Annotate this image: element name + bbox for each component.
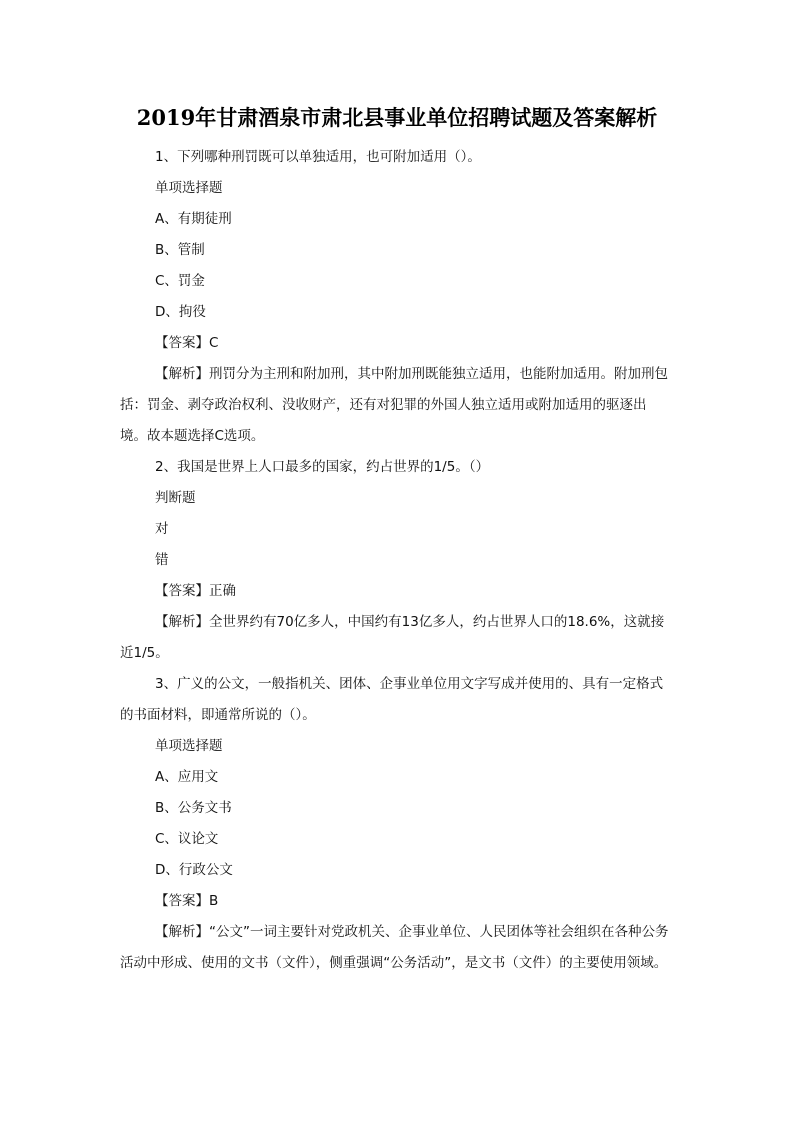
answer-line — [120, 576, 672, 607]
question-list — [120, 142, 672, 979]
analysis-paragraph — [120, 917, 672, 979]
option-false: 错 — [155, 552, 169, 568]
option-d: D、行政公文 — [155, 862, 233, 878]
page-title: 2019年甘肃酒泉市肃北县事业单位招聘试题及答案解析 — [136, 105, 658, 130]
question-type: 单项选择题 — [155, 738, 223, 754]
question-stem: 2、我国是世界上人口最多的国家，约占世界的1/5。（） — [155, 459, 490, 475]
question-stem: 3、广义的公文，一般指机关、团体、企事业单位用文字写成并使用的、具有一定格式的书面材料，即通常所说的（）。 — [120, 676, 664, 723]
answer-value: C — [209, 335, 219, 351]
option-a: A、应用文 — [155, 769, 219, 785]
option-c: C、罚金 — [155, 273, 205, 289]
analysis-tag: 【解析】 — [155, 924, 209, 940]
option-d: D、拘役 — [155, 304, 206, 320]
analysis-text: 刑罚分为主刑和附加刑，其中附加刑既能独立适用，也能附加适用。附加刑包括：罚金、剥夺政治权利、没收财产，还有对犯罪的外国人独立适用或附加适用的驱逐出境。故本题选择C选项。 — [120, 366, 668, 444]
question-type: 单项选择题 — [155, 180, 223, 196]
answer-value: B — [209, 893, 219, 909]
option-b: B、公务文书 — [155, 800, 232, 816]
analysis-paragraph — [120, 359, 672, 452]
question-1 — [120, 142, 672, 452]
option-b: B、管制 — [155, 242, 205, 258]
answer-line — [120, 328, 672, 359]
question-stem: 1、下列哪种刑罚既可以单独适用，也可附加适用（）。 — [155, 149, 481, 165]
answer-value: 正确 — [209, 583, 236, 599]
option-c: C、议论文 — [155, 831, 219, 847]
question-3 — [120, 669, 672, 979]
option-true: 对 — [155, 521, 169, 537]
question-type: 判断题 — [155, 490, 196, 506]
option-a: A、有期徒刑 — [155, 211, 232, 227]
answer-tag: 【答案】 — [155, 335, 209, 351]
question-2 — [120, 452, 672, 669]
analysis-text: “公文”一词主要针对党政机关、企事业单位、人民团体等社会组织在各种公务活动中形成、使用的文书（文件），侧重强调“公务活动”，是文书（文件）的主要使用领域。 — [120, 924, 669, 971]
answer-tag: 【答案】 — [155, 583, 209, 599]
analysis-tag: 【解析】 — [155, 614, 209, 630]
analysis-text: 全世界约有70亿多人，中国约有13亿多人，约占世界人口的18.6%，这就接近1/5。 — [120, 614, 665, 661]
answer-line — [120, 886, 672, 917]
analysis-tag: 【解析】 — [155, 366, 209, 382]
analysis-paragraph — [120, 607, 672, 669]
answer-tag: 【答案】 — [155, 893, 209, 909]
